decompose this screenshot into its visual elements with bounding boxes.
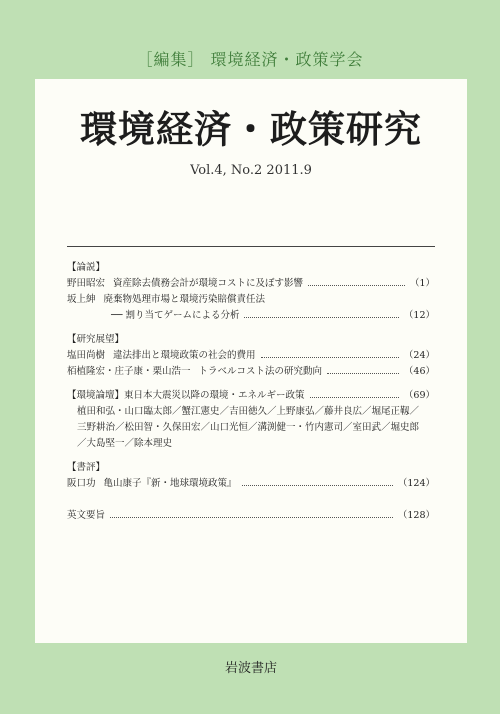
entry-title: 資産除去債務会計が環境コストに及ぼす影響 xyxy=(113,278,304,289)
section-ronsetsu xyxy=(67,260,435,324)
issue-info: Vol.4, No.2 2011.9 xyxy=(190,163,312,178)
entry-author: 野田昭宏 xyxy=(67,278,106,289)
section-heading: 【環境論壇】東日本大震災以降の環境・エネルギー政策 xyxy=(67,390,305,401)
leader-dots xyxy=(327,373,399,374)
section-heading: 【書評】 xyxy=(67,462,106,473)
entry-title: 英文要旨 xyxy=(67,510,106,521)
toc-entry xyxy=(67,476,435,492)
entry-page: （124） xyxy=(397,478,435,489)
entry-page: （69） xyxy=(403,390,435,401)
contributor-names: 三野耕治／松田智・久保田宏／山口光恒／溝渕健一・竹内憲司／室田武／堀史郎 xyxy=(77,422,420,433)
leader-dots xyxy=(110,517,393,518)
toc-entry-subtitle xyxy=(67,308,435,324)
entry-title: 違法排出と環境政策の社会的費用 xyxy=(113,350,256,361)
section-kankyo-rondan xyxy=(67,388,435,452)
cover-panel xyxy=(35,79,467,676)
leader-dots xyxy=(242,485,393,486)
toc-entry xyxy=(67,388,435,404)
leader-dots xyxy=(308,285,405,286)
divider-rule xyxy=(67,246,435,247)
section-shohyo xyxy=(67,460,435,492)
contributor-names: 植田和弘・山口臨太郎／蟹江憲史／吉田徳久／上野康弘／藤井良広／堀尾正靱／ xyxy=(77,406,420,417)
entry-title: 亀山康子『新・地球環境政策』 xyxy=(103,478,237,489)
leader-dots xyxy=(261,357,399,358)
section-eibun xyxy=(67,508,435,524)
journal-title: 環境経済・政策研究 xyxy=(80,107,422,151)
entry-author: 坂上紳 xyxy=(67,294,96,305)
editor-credit: ［編集］ 環境経済・政策学会 xyxy=(136,50,364,69)
entry-page: （1） xyxy=(409,278,435,289)
entry-author: 栢植隆宏・庄子康・栗山浩一 xyxy=(67,366,191,377)
contributor-names: ／大島堅一／除本理史 xyxy=(77,438,173,449)
entry-author: 阪口功 xyxy=(67,478,96,489)
entry-page: （128） xyxy=(397,510,435,521)
toc-entry xyxy=(67,276,435,292)
leader-dots xyxy=(310,397,399,398)
entry-title: 廃棄物処理市場と環境汚染賠償責任法 xyxy=(103,294,266,305)
section-kenkyu-tenbo xyxy=(67,332,435,380)
entry-page: （12） xyxy=(403,310,435,321)
publisher-name: 岩波書店 xyxy=(224,661,277,676)
section-heading: 【研究展望】 xyxy=(67,334,125,345)
section-heading: 【論説】 xyxy=(67,262,106,273)
entry-author: 塩田尚樹 xyxy=(67,350,106,361)
toc-entry xyxy=(67,508,435,524)
toc-entry xyxy=(67,348,435,364)
entry-subtitle: ── 割り当てゲームによる分析 xyxy=(111,310,240,321)
toc-entry xyxy=(67,292,435,308)
leader-dots xyxy=(244,317,398,318)
table-of-contents xyxy=(67,260,435,524)
entry-title: トラベルコスト法の研究動向 xyxy=(198,366,323,377)
toc-entry xyxy=(67,364,435,380)
entry-page: （46） xyxy=(403,366,435,377)
entry-page: （24） xyxy=(403,350,435,361)
